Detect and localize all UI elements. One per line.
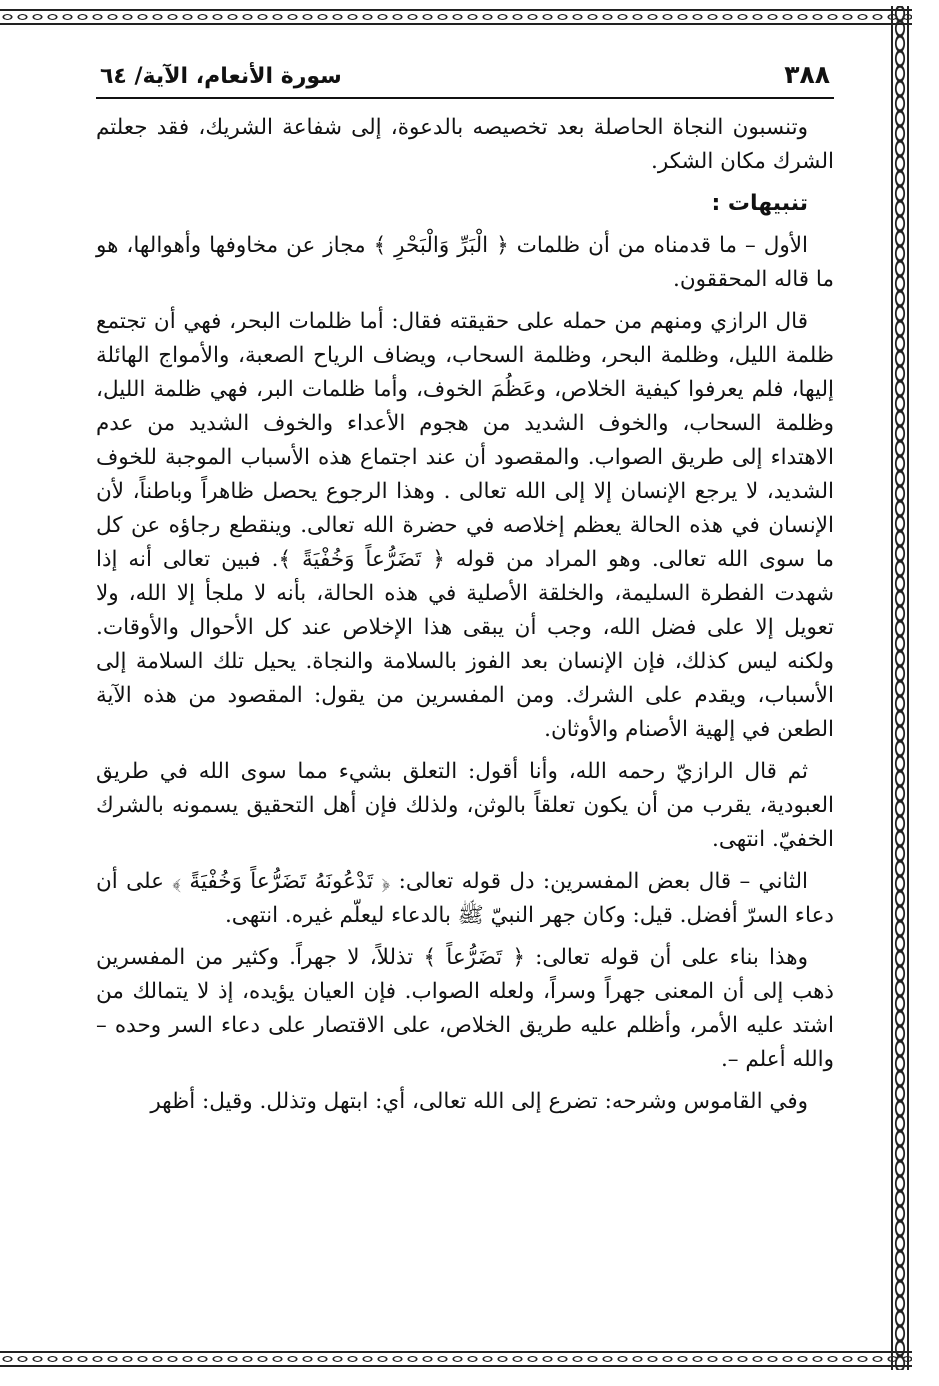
paragraph-2: الأول – ما قدمناه من أن ظلمات ﴿ الْبَرِّ وَالْبَحْرِ ﴾ مجاز عن مخاوفها وأهوالها، هو ما قاله المحققون. [96,233,834,292]
paragraph-6: وهذا بناء على أن قوله تعالى: ﴿ تَضَرُّعاً ﴾ تذللاً، لا جهراً. وكثير من المفسرين ذهب إلى أن المعنى جهراً وسراً، ولعله الصواب. فإن العيان يؤيده، إذ لا يتمالك من اشتد عليه الأمر، وأظلم عليه طريق الخلاص، على الاقتصار على دعاء السر وحده – والله أعلم –. [96,945,834,1072]
paragraph-4: ثم قال الرازيّ رحمه الله، وأنا أقول: التعلق بشيء مما سوى الله في طريق العبودية، يقرب من أن يكون تعلقاً بالوثن، ولذلك فإن أهل التحقيق يسمونه بالشرك الخفيّ. انتهى. [96,759,834,852]
page-number: ٣٨٨ [784,60,830,89]
decorative-border-bottom [0,1348,912,1370]
page-header [96,60,834,99]
paragraph-3: قال الرازي ومنهم من حمله على حقيقته فقال: أما ظلمات البحر، فهي أن تجتمع ظلمة الليل، وظلمة البحر، وظلمة السحاب، ويضاف الرياح الصعبة، والأمواج الهائلة إليها، فلم يعرفوا كيفية الخلاص، وعَظُمَ الخوف، وأما ظلمات البر، فهي ظلمة الليل، وظلمة السحاب، والخوف الشديد من هجوم الأعداء والخوف الشديد من عدم الاهتداء إلى طريق الصواب. والمقصود أن عند اجتماع هذه الأسباب الموجبة للخوف الشديد، لا يرجع الإنسان إلا إلى الله تعالى . وهذا الرجوع يحصل ظاهراً وباطناً، لأن الإنسان في هذه الحالة يعظم إخلاصه في حضرة الله تعالى. وينقطع رجاؤه عن كل ما سوى الله تعالى. وهو المراد من قوله ﴿ تَضَرُّعاً وَخُفْيَةً ﴾. فبين تعالى أنه إذا شهدت الفطرة السليمة، والخلقة الأصلية في هذه الحالة، بأنه لا ملجأ إلا الله، ولا تعويل إلا على فضل الله، وجب أن يبقى هذا الإخلاص عند كل الأحوال والأوقات. ولكنه ليس كذلك، فإن الإنسان بعد الفوز بالسلامة والنجاة. يحيل تلك السلامة إلى الأسباب، ويقدم على الشرك. ومن المفسرين من يقول: المقصود من هذه الآية الطعن في إلهية الأصنام والأوثان. [96,309,834,742]
paragraph-5: الثاني – قال بعض المفسرين: دل قوله تعالى: ﴿ تَدْعُونَهُ تَضَرُّعاً وَخُفْيَةً ﴾ على أن دعاء السرّ أفضل. قيل: وكان جهر النبيّ ﷺ بالدعاء ليعلّم غيره. انتهى. [96,869,834,928]
paragraph-1: وتنسبون النجاة الحاصلة بعد تخصيصه بالدعوة، إلى شفاعة الشريك، فقد جعلتم الشرك مكان الشكر. [96,115,834,174]
running-title: سورة الأنعام، الآية/ ٦٤ [100,64,342,89]
book-page [96,60,834,1127]
decorative-border-top [0,6,912,28]
section-heading: تنبيهات : [711,191,808,216]
paragraph-7: وفي القاموس وشرحه: تضرع إلى الله تعالى، أي: ابتهل وتذلل. وقيل: أظهر [150,1089,808,1114]
decorative-border-right [888,6,912,1370]
page-body [96,99,834,1119]
